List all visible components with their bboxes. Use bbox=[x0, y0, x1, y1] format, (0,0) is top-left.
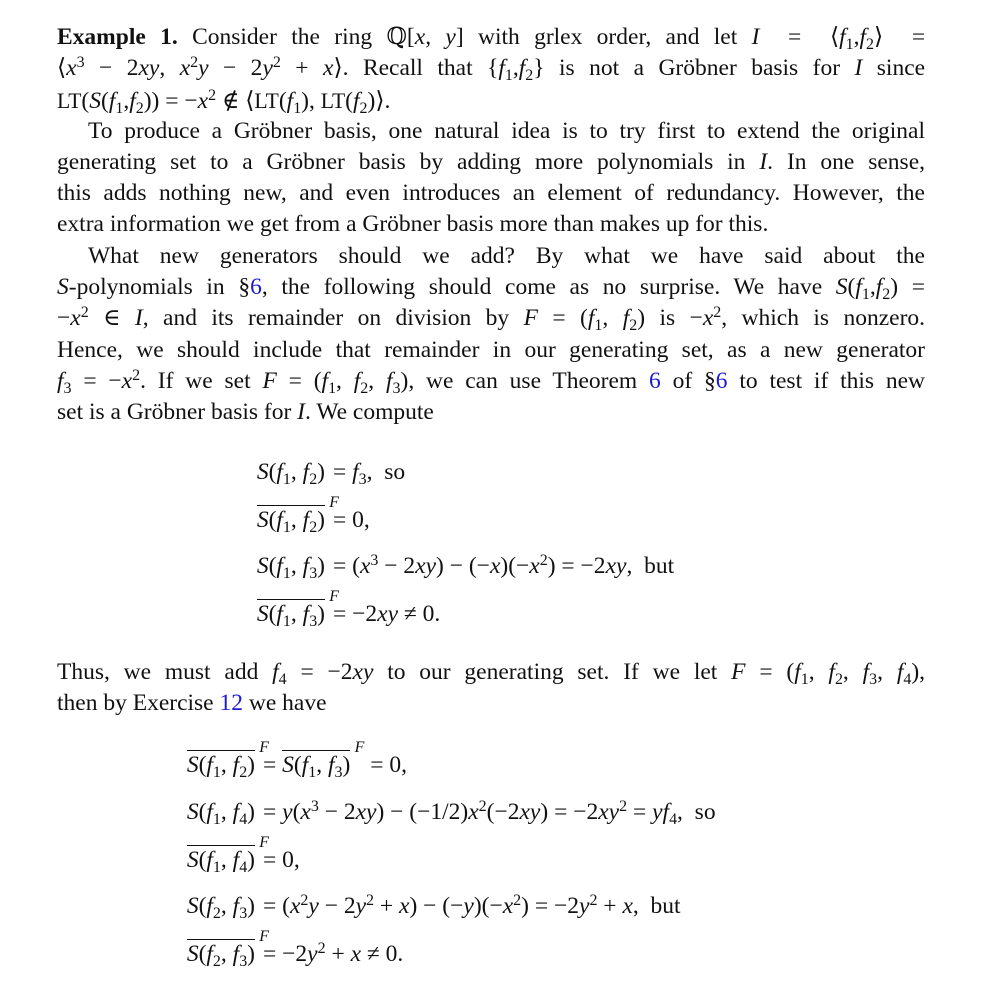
para2-line-1: To produce a Gröbner basis, one natural idea is to try first to extend the original bbox=[88, 118, 925, 144]
eq4-rhs: = −2xy ≠ 0. bbox=[333, 601, 441, 627]
para3-line-4: Hence, we should include that remainder in our generating set, as a new generator bbox=[57, 337, 925, 363]
example-label: Example 1. bbox=[57, 24, 178, 50]
eq5-rhs: = $S(f_1$, $f_3$) F = 0, bbox=[263, 739, 407, 781]
eq8-rhs: = $(x^2y - 2y^2 + x) - (-y)(-x^2) = -2y^2 + x$, but bbox=[263, 892, 681, 919]
para4-line-1: Thus, we must add $f_4 = -2xy$ to our generating set. If we let $F = (f_1$, $f_2$, $f_3$, $f_4$), bbox=[57, 659, 926, 688]
eq4-lhs: $S(f_1$, $f_3$) F bbox=[256, 588, 339, 630]
exercise-12-link[interactable]: 12 bbox=[219, 690, 243, 716]
eq5-lhs: $S(f_1$, $f_2$) F bbox=[186, 739, 269, 781]
eq3-rhs: = $(x^3 - 2xy) - (-x)(-x^2) = -2xy$, but bbox=[333, 552, 675, 579]
eq2-rhs: = 0, bbox=[333, 507, 370, 533]
eq6-lhs: $S(f_1$, $f_4$) bbox=[186, 799, 255, 828]
example-line-2: $⟨x^3 - 2xy$, $x^2y - 2y^2$ + x⟩. Recall that $\{f_1,f_2\}$ is not a Gröbner basis for I since bbox=[57, 54, 926, 84]
example-line-1: Example 1. Consider the ring ℚ[x, y] with grlex order, and let $I = ⟨f_1,f_2⟩$ = bbox=[57, 24, 926, 53]
eq1-rhs: = $f_3$, so bbox=[333, 459, 406, 488]
para2-line-4: extra information we get from a Gröbner basis more than makes up for this. bbox=[57, 211, 769, 237]
eq9-lhs: $S(f_2$, $f_3$) F bbox=[186, 928, 269, 970]
para3-line-3: $-x^2$ ∈ I, and its remainder on division by $F = (f_1$, $f_2$) is $-x^2$, which is nonzero. bbox=[57, 304, 926, 334]
eq1-lhs: $S(f_1$, $f_2$) bbox=[256, 459, 325, 488]
eq8-lhs: $S(f_2$, $f_3$) bbox=[186, 893, 255, 922]
para3-line-6: set is a Gröbner basis for I. We compute bbox=[57, 399, 434, 425]
eq3-lhs: $S(f_1$, $f_3$) bbox=[256, 553, 325, 582]
eq7-lhs: $S(f_1$, $f_4$) F bbox=[186, 834, 269, 876]
para2-line-2: generating set to a Gröbner basis by adding more polynomials in I. In one sense, bbox=[57, 149, 926, 175]
section-6-link-2[interactable]: 6 bbox=[715, 368, 728, 394]
para3-line-2: S-polynomials in §6, the following should come as no surprise. We have $S(f_1,f_2)$ = bbox=[57, 274, 925, 303]
example-line-3: $LT(S(f_1,f_2)) = -x^2$ ∉ $⟨LT(f_1)$, $LT(f_2)⟩$. bbox=[57, 87, 391, 117]
para3-line-5: $f_3 = -x^2$. If we set $F = (f_1$, $f_2$, $f_3$), we can use Theorem 6 of §6 to test if this new bbox=[57, 367, 926, 397]
eq7-rhs: = 0, bbox=[263, 847, 300, 873]
eq9-rhs: = $-2y^2 + x \ne 0$. bbox=[263, 940, 404, 967]
eq6-rhs: = $y(x^3 - 2xy) - (-1/2)x^2(-2xy) = -2xy^2 = yf_4$, so bbox=[263, 798, 716, 828]
para3-line-1: What new generators should we add? By what we have said about the bbox=[88, 243, 925, 269]
eq2-lhs: $S(f_1$, $f_2$) F bbox=[256, 494, 339, 536]
section-6-link[interactable]: 6 bbox=[250, 274, 262, 300]
para4-line-2: then by Exercise 12 we have bbox=[57, 690, 327, 716]
para2-line-3: this adds nothing new, and even introduces an element of redundancy. However, the bbox=[57, 180, 925, 206]
theorem-6-link[interactable]: 6 bbox=[649, 368, 661, 394]
